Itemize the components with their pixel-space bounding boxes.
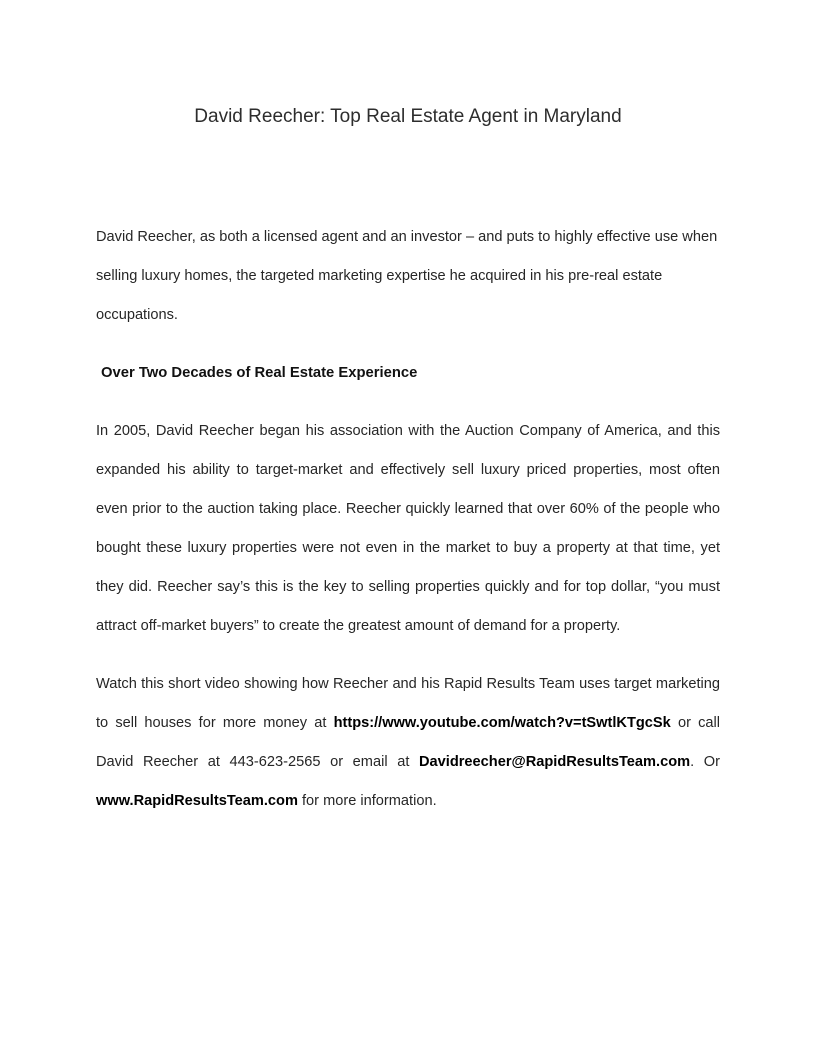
paragraph-experience: In 2005, David Reecher began his association with the Auction Company of America, and this expanded his ability to target-market and effectively sell luxury priced properties, most often even prior to the auction taking place. Reecher quickly learned that over 60% of the people who bought these luxury properties were not even in the market to buy a property at that time, yet they did. Reecher say’s this is the key to selling properties quickly and for top dollar, “you must attract off-market buyers” to create the greatest amount of demand for a property. — [96, 423, 720, 634]
email-link[interactable]: Davidreecher@RapidResultsTeam.com — [419, 754, 691, 770]
document-title: David Reecher: Top Real Estate Agent in Maryland — [194, 106, 622, 127]
contact-text-before-video-link: Watch this short video showing how Reecher and his Rapid Results Team uses target marketing to sell houses for more money at — [96, 676, 720, 731]
youtube-link[interactable]: https://www.youtube.com/watch?v=tSwtlKTgcSk — [333, 715, 671, 731]
section-heading: Over Two Decades of Real Estate Experience — [101, 365, 418, 381]
website-link[interactable]: www.RapidResultsTeam.com — [96, 793, 298, 809]
contact-text-or: . Or — [690, 754, 720, 770]
contact-text-phone: or call David Reecher at 443-623-2565 or email at — [96, 715, 721, 770]
paragraph-contact — [96, 665, 720, 821]
contact-text-more-info: for more information. — [297, 793, 437, 809]
paragraph-intro: David Reecher, as both a licensed agent and an investor – and puts to highly effective use when selling luxury homes, the targeted marketing expertise he acquired in his pre-real estate occupations. — [96, 229, 718, 323]
